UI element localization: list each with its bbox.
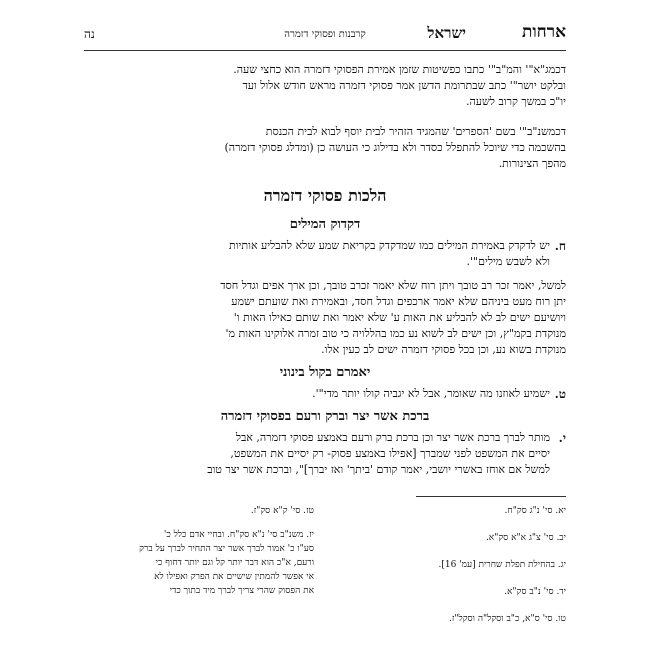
footnotes-right [346,504,566,639]
intro-line: דכמג"א"' והמ"ב"' כתבו כפשיטות שזמן אמירת הפסוקי דזמרה הוא כחצי שעה. [233,63,566,76]
footnote: יא. סי' נ"ג סק"ח. [504,506,566,516]
header-rule [84,50,566,51]
footnote: סע"ו כ' אמור לברך אשר יצר התחיר לברך על ברק [139,544,314,554]
running-header [84,22,566,48]
section-name: קרבנות ופסוקי דזמרה [284,29,366,40]
item-line: ישמיע לאוזנו מה שאומר, אבל לא יגביה קולו יותר מדי"'. [312,387,550,400]
intro-line: בהשכמה כדי שיוכל להתפלל כסדר ולא בדילוג כי העושה כן (ומדלג פסוקי דזמרה) [224,141,566,154]
footnote: ורעם, א"כ הוא דבר יותר קל וגם יותר דחוף כי [155,558,314,568]
item-line: יסיים את המשפט לפני שמברך [אפילו באמצע פסוק- רק יסיים את המשפט, [230,447,550,460]
book-title-second: ישראל [427,24,466,42]
intro-line: יו"כ במשך קרוב לשעה. [465,95,566,108]
example-line: מנוקדת בשוא נע, וכן בכל פסוקי דזמרה ישים לב כעין אלו. [321,343,566,356]
footnote: יד. סי' נ"ב סק"א. [504,587,566,597]
footnote: אי אפשר להמתין שישיים את הפרק ואפילו לא [154,572,314,582]
footnote: את הפסוק שהרי צריך לברך מיד בתוך כדי [169,586,314,596]
intro-line: ובלקט יושר"' כתב שבתרומת הדשן אמר פסוקי דזמרה מראש חודש אלול ועד [242,79,566,92]
halacha-item [84,430,566,478]
footnote: יז. משנ"ב סי' נ"א סק"ח. ובחיי אדם כלל כ' [163,530,314,540]
item-letter: י. [558,431,566,445]
footnote: טז. סי' ק"א סק"ז. [250,506,314,516]
intro-line: מהפך הצינורות. [498,157,566,170]
example-line: ויושיעם ישים לב לא להבליע את האות ע' שלא יאמר ואת שותם כאילו האות ו' [233,311,566,324]
item-letter: ט. [554,387,566,401]
example-line: מנוקדת בקמ"ץ, וכן ישים לב לשוא נע כמו בהללויה כי טוב זמרה אלוקינו האות מ' [225,327,566,340]
example-line: יתן רוח מעט ביניהם שלא יאמר ארכפים וגדל חסד, ובאמירת ואת שועתם ישמע [231,295,566,308]
item-line: מותר לברך ברכת אשר יצר וכן ברכת ברק ורעם באמצע פסוקי דזמרה, אבל [235,431,550,444]
item-letter: ח. [554,239,566,253]
footnote-rule [416,496,566,497]
halacha-item [84,238,566,270]
item-line: ולא לשבש מילים"'. [466,255,550,268]
main-text [84,62,566,478]
footnotes-left [84,504,314,598]
footnote: יב. סי' צ"ג א"א סק"א. [485,533,566,543]
item-line: למשל אם אוחז באשרי יושבי, יאמר קודם 'ביתך' ואז יברך]", וברכת אשר יצר טוב [207,463,550,476]
footnote: טו. סי' ס"א, כ"ב וסקל"ה וסקל"ז. [449,614,566,624]
example-line: למשל, יאמר זכר רב טובך ויתן רוח שלא יאמר זכרב טובך, וכן ארך אפים וגדל חסד [220,279,566,292]
halacha-item [84,386,566,402]
page-number: נה [84,27,95,41]
item-line: יש לדקדק באמירת המילים כמו שמדקדק בקריאת שמע שלא להבליע אותיות [229,239,550,252]
section-heading: ברכת אשר יצר וברק ורעם בפסוקי דזמרה [220,409,430,424]
chapter-title: הלכות פסוקי דזמרה [263,186,387,205]
intro-line: דכמשנ"ב"' בשם 'הספרים' שהמגיד הזהיר לבית יוסף לבוא לבית הכנסת [265,125,566,138]
footnote: יג. בהחילת תפלת שחרית [עמ' 16]. [438,560,566,570]
section-heading: יאמרם בקול בינוני [279,365,371,380]
book-title-first: ארחות [521,22,566,42]
section-heading: דקדוק המילים [289,217,361,232]
